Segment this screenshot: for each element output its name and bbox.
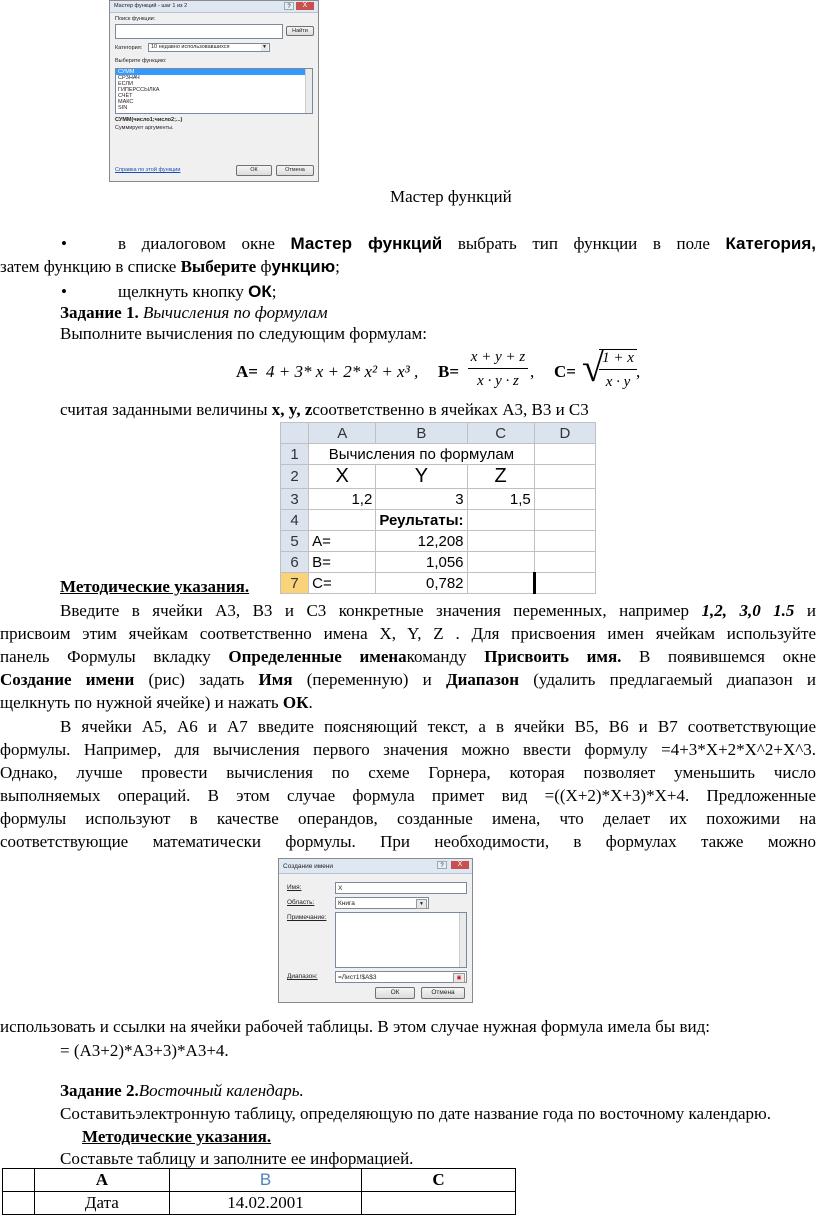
formula-c-numerator: 1 + x (599, 350, 637, 370)
table-row (281, 444, 596, 465)
cell[interactable]: Реультаты: (376, 510, 467, 531)
para2-line3: Однако, лучше провести вычисления по схеме Горнера, которая позволяет уменьшить число (0, 763, 816, 782)
task2-fill: Составьте таблицу и заполните ее информацией. (60, 1149, 414, 1168)
list-item[interactable]: МАКС (118, 99, 134, 105)
help-link[interactable]: Справка по этой функции (115, 167, 181, 173)
formula-block (236, 346, 656, 398)
bullet-marker: • (61, 234, 67, 253)
formula-line: = (А3+2)*А3+3)*А3+4. (60, 1041, 229, 1060)
list-item[interactable]: СРЗНАЧ (118, 75, 140, 81)
para2-line5: формулы используют в качестве операндов, созданные имена, что делает их похожими на (0, 809, 816, 828)
cell: 14.02.2001 (169, 1192, 361, 1215)
row-header[interactable]: 4 (281, 510, 309, 531)
search-label: Поиск функции: (115, 16, 156, 22)
para2-line6: соответствующие математически формулы. При необходимости, в формулах также можно (0, 832, 816, 851)
method-heading: Методические указания. (60, 577, 250, 596)
bullet2-line: щелкнуть кнопку ОК; (118, 282, 277, 301)
name-label: Имя: (287, 884, 302, 891)
table-row (281, 465, 596, 489)
col-header[interactable]: A (309, 423, 376, 444)
row-header[interactable]: 5 (281, 531, 309, 552)
formula-c-fraction (599, 349, 637, 391)
cell[interactable] (467, 531, 534, 552)
table-row (281, 552, 596, 573)
find-button[interactable]: Найти (286, 26, 314, 36)
col-header[interactable]: B (376, 423, 467, 444)
col-header: C (362, 1169, 516, 1192)
cell[interactable]: Y (376, 465, 467, 489)
help-button[interactable]: ? (284, 2, 294, 10)
ok-button[interactable]: ОК (375, 987, 415, 999)
formula-b-label: В= (438, 362, 460, 381)
dialog-titlebar (279, 859, 472, 874)
create-name-dialog (278, 858, 473, 1003)
row-header[interactable]: 6 (281, 552, 309, 573)
para3-line: использовать и ссылки на ячейки рабочей таблицы. В этом случае нужная формула имела бы вид: (0, 1017, 710, 1036)
cell[interactable]: С= (309, 573, 376, 594)
range-value: =Лист1!$A$3 (338, 974, 377, 981)
close-button[interactable]: X (296, 2, 314, 10)
para1-line1: Введите в ячейки А3, В3 и С3 конкретные значения переменных, например 1,2, 3,0 1.5 и (60, 601, 816, 620)
cell[interactable] (534, 489, 595, 510)
cell[interactable] (467, 573, 534, 594)
cell[interactable]: 3 (376, 489, 467, 510)
cell[interactable] (534, 552, 595, 573)
task1-heading: Задание 1. Вычисления по формулам (60, 303, 328, 322)
cell[interactable]: 12,208 (376, 531, 467, 552)
para1-line2: присвоим этим ячейкам соответственно имена X, Y, Z . Для присвоения имен ячейкам используйте (0, 624, 816, 643)
formula-a-label: А= (236, 362, 258, 381)
task2-text: Составитьэлектронную таблицу, определяющую по дате название года по восточному календарю. (60, 1104, 771, 1123)
col-header[interactable]: C (467, 423, 534, 444)
category-label: Категория: (115, 45, 143, 51)
row-marker (3, 1169, 35, 1192)
cancel-button[interactable]: Отмена (421, 987, 465, 999)
given-line: считая заданными величины x, y, zсоответственно в ячейках А3, В3 и С3 (60, 400, 589, 419)
scope-select[interactable] (335, 897, 429, 909)
list-item[interactable]: ЕСЛИ (118, 81, 134, 87)
formula-b-fraction (468, 349, 528, 390)
scope-label: Область: (287, 899, 315, 906)
cell[interactable]: В= (309, 552, 376, 573)
cell[interactable] (534, 444, 595, 465)
category-value: 10 недавно использовавшихся (151, 44, 230, 50)
bullet1-line1: в диалоговом окне Мастер функций выбрать тип функции в поле Категория, (118, 234, 816, 253)
list-item[interactable]: СУММ (116, 69, 312, 75)
cell: Дата (34, 1192, 169, 1215)
function-signature: СУММ(число1;число2;...) (115, 117, 183, 123)
row-marker (3, 1192, 35, 1215)
formula-c-denominator: x · y (605, 374, 631, 390)
select-function-label: Выберите функцию: (115, 58, 167, 64)
help-button[interactable]: ? (437, 861, 447, 869)
range-input[interactable] (335, 971, 467, 983)
cell[interactable]: X (309, 465, 376, 489)
cell[interactable]: Z (467, 465, 534, 489)
name-input-value: X (338, 885, 343, 892)
table-row (281, 531, 596, 552)
note-textarea[interactable] (335, 912, 467, 968)
scrollbar[interactable] (305, 69, 312, 113)
task2-heading: Задание 2.Восточный календарь. (60, 1081, 304, 1100)
table-row (3, 1192, 516, 1215)
range-label: Диапазон: (287, 973, 318, 980)
function-wizard-dialog (109, 0, 319, 182)
chevron-down-icon[interactable]: ▼ (416, 899, 427, 909)
list-item[interactable]: СЧЁТ (118, 93, 133, 99)
function-description: Суммирует аргументы. (115, 125, 174, 131)
search-input[interactable] (115, 24, 283, 39)
col-header: B (169, 1169, 361, 1192)
cell[interactable] (467, 510, 534, 531)
cell[interactable] (309, 510, 376, 531)
bullet-marker: • (61, 282, 67, 301)
formula-b-denominator: x · y · z (477, 373, 519, 389)
cell[interactable] (534, 510, 595, 531)
cell[interactable]: А= (309, 531, 376, 552)
cell[interactable]: 0,782 (376, 573, 467, 594)
cell[interactable] (534, 465, 595, 489)
table-row (281, 489, 596, 510)
col-header[interactable]: D (534, 423, 595, 444)
table-row (281, 573, 596, 594)
para1-line3: панель Формулы вкладку Определенные именакоманду Присвоить имя. В появившемся окне (0, 647, 816, 666)
cell (362, 1192, 516, 1215)
cell[interactable] (534, 573, 595, 594)
formula-b-numerator: x + y + z (468, 349, 528, 369)
category-select[interactable] (148, 43, 270, 52)
dialog-title: Мастер функций - шаг 1 из 2 (114, 3, 188, 9)
col-header: A (34, 1169, 169, 1192)
dialog-title: Создание имени (283, 863, 334, 870)
task1-intro: Выполните вычисления по следующим формулам: (60, 324, 427, 343)
cell[interactable]: 1,2 (309, 489, 376, 510)
row-header[interactable]: 7 (281, 573, 309, 594)
formula-a-expr: 4 + 3* x + 2* x² + x³ , (266, 362, 419, 381)
table-row (281, 510, 596, 531)
sqrt-sign-icon: √ (582, 345, 604, 390)
scope-value: Книга (338, 900, 355, 907)
calendar-table (2, 1168, 516, 1215)
ok-button[interactable]: ОК (236, 165, 272, 176)
cell[interactable] (467, 552, 534, 573)
cell[interactable]: 1,5 (467, 489, 534, 510)
formula-c-label: С= (554, 362, 576, 381)
function-list[interactable] (115, 68, 313, 114)
formula-c-comma: , (636, 362, 641, 381)
para1-line5: щелкнуть по нужной ячейке) и нажать ОК. (0, 693, 313, 712)
list-item[interactable]: SIN (118, 105, 128, 111)
para2-line1: В ячейки А5, А6 и А7 введите поясняющий текст, а в ячейки В5, В6 и В7 соответствующие (60, 717, 816, 736)
para2-line4: выполняемых операций. В этом случае формула примет вид =((X+2)*X+3)*X+4. Предложенные (0, 786, 816, 805)
para1-line4: Создание имени (рис) задать Имя (переменную) и Диапазон (удалить предлагаемый диапазон и (0, 670, 816, 689)
cell[interactable] (534, 531, 595, 552)
table-row (3, 1169, 516, 1192)
close-button[interactable]: X (451, 861, 469, 869)
figure-caption: Мастер функций (390, 187, 512, 206)
method-heading-2: Методические указания. (82, 1127, 272, 1146)
note-label: Примечание: (287, 914, 327, 921)
cell[interactable]: Вычисления по формулам (309, 444, 535, 465)
cancel-button[interactable]: Отмена (276, 165, 314, 176)
spreadsheet (280, 422, 596, 594)
corner-cell[interactable] (281, 423, 309, 444)
formula-b-comma: , (530, 362, 535, 381)
para2-line2: формулы. Например, для вычисления первого значения можно ввести формулу =4+3*X+2*X^2+X^3. (0, 740, 816, 759)
chevron-down-icon[interactable]: ▼ (262, 44, 267, 50)
row-header[interactable]: 3 (281, 489, 309, 510)
scrollbar[interactable] (459, 913, 466, 967)
list-item[interactable]: ГИПЕРССЫЛКА (118, 87, 160, 93)
name-input[interactable] (335, 882, 467, 894)
row-header[interactable]: 2 (281, 465, 309, 489)
bullet1-line2: затем функцию в списке Выберите функцию; (0, 257, 340, 276)
dialog-titlebar (110, 1, 318, 13)
cell[interactable]: 1,056 (376, 552, 467, 573)
collapse-range-icon[interactable]: ▣ (453, 973, 465, 983)
row-header[interactable]: 1 (281, 444, 309, 465)
